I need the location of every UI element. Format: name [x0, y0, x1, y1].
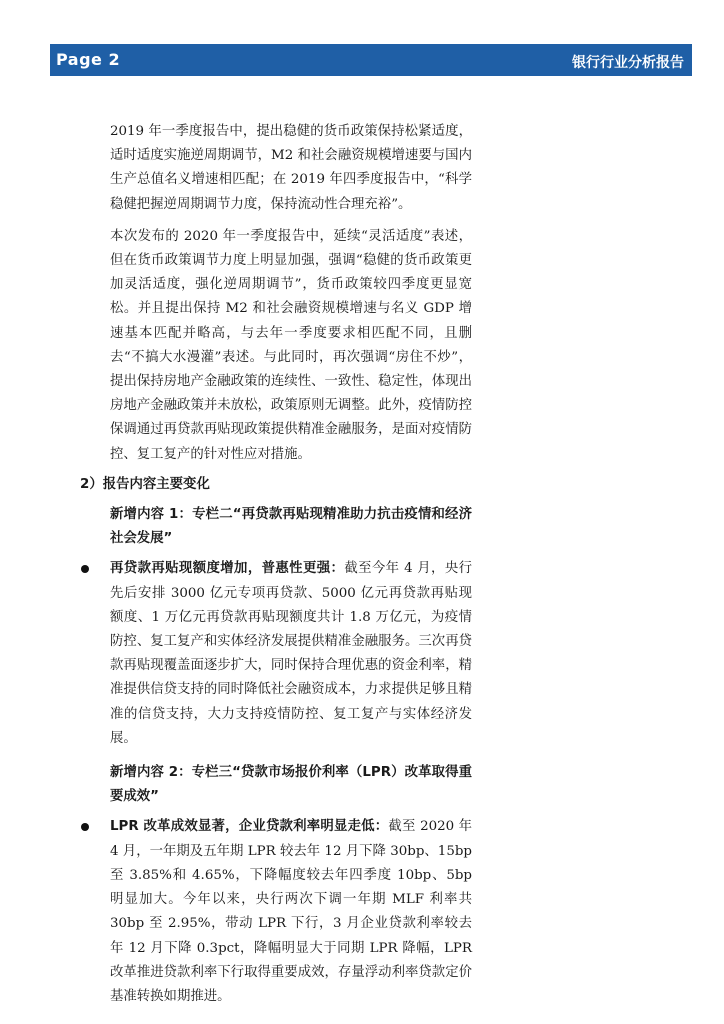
bullet-lead-text: LPR 改革成效显著，企业贷款利率明显走低： — [110, 819, 389, 835]
section-heading-main-changes: 2）报告内容主要变化 — [80, 476, 210, 492]
document-body — [80, 120, 473, 1019]
paragraph-2019-reports: 2019 年一季度报告中，提出稳健的货币政策保持松紧适度，适时适度实施逆周期调节，M2 和社会融资规模增速要与国内生产总值名义增速相匹配；在 2019 年四季度报告中，“科学稳健把握逆周期调节力度，保持流动性合理充裕”。 — [110, 124, 472, 212]
bullet-dot-icon — [81, 565, 89, 573]
paragraph-2020-q1-report: 本次发布的 2020 年一季度报告中，延续“灵活适度”表述，但在货币政策调节力度上明显加强，强调“稳健的货币政策更加灵活适度，强化逆周期调节”，货币政策较四季度更显宽松。并且提出保持 M2 和社会融资规模增速与名义 GDP 增速基本匹配并略高，与去年一季度要求相匹配不同，且删去“不搞大水漫灌”表述。与此同时，再次强调“房住不炒”，提出保持房地产金融政策的连续性、一致性、稳定性，体现出房地产金融政策并未放松，政策原则无调整。此外，疫情防控保调通过再贷款再贴现政策提供精准金融服务，是面对疫情防控、复工复产的针对性应对措施。 — [110, 228, 472, 462]
new-content-1-heading: 新增内容 1：专栏二“再贷款再贴现精准助力抗击疫情和经济社会发展” — [110, 507, 472, 547]
new-content-2-heading: 新增内容 2：专栏三“贷款市场报价利率（LPR）改革取得重要成效” — [110, 765, 472, 805]
bullet-lead-text: 再贷款再贴现额度增加，普惠性更强： — [110, 561, 345, 577]
bullet-lpr-reform — [110, 815, 472, 1009]
bullet-body-text: 截至今年 4 月，央行先后安排 3000 亿元专项再贷款、5000 亿元再贷款再贴现额度、1 万亿元再贷款再贴现额度共计 1.8 万亿元，为疫情防控、复工复产和实体经济发展提供精准金融服务。三次再贷款再贴现覆盖面逐步扩大，同时保持合理优惠的资金利率，精准提供信贷支持的同时降低社会融资成本，力求提供足够且精准的信贷支持，大力支持疫情防控、复工复产与实体经济发展。 — [110, 561, 472, 746]
page-header-bar — [50, 44, 692, 76]
bullet-relending-quota — [110, 557, 472, 751]
bullet-body-text: 截至 2020 年 4 月，一年期及五年期 LPR 较去年 12 月下降 30bp、15bp 至 3.85%和 4.65%，下降幅度较去年四季度 10bp、5bp 明显加大。今年以来，央行两次下调一年期 MLF 利率共 30bp 至 2.95%，带动 LPR 下行，3 月企业贷款利率较去年 12 月下降 0.3pct，降幅明显大于同期 LPR 降幅，LPR 改革推进贷款利率下行取得重要成效，存量浮动利率贷款定价基准转换如期推进。 — [110, 819, 473, 1004]
bullet-dot-icon — [81, 823, 89, 831]
report-title: 银行行业分析报告 — [572, 55, 684, 71]
page-number: Page 2 — [56, 50, 121, 69]
